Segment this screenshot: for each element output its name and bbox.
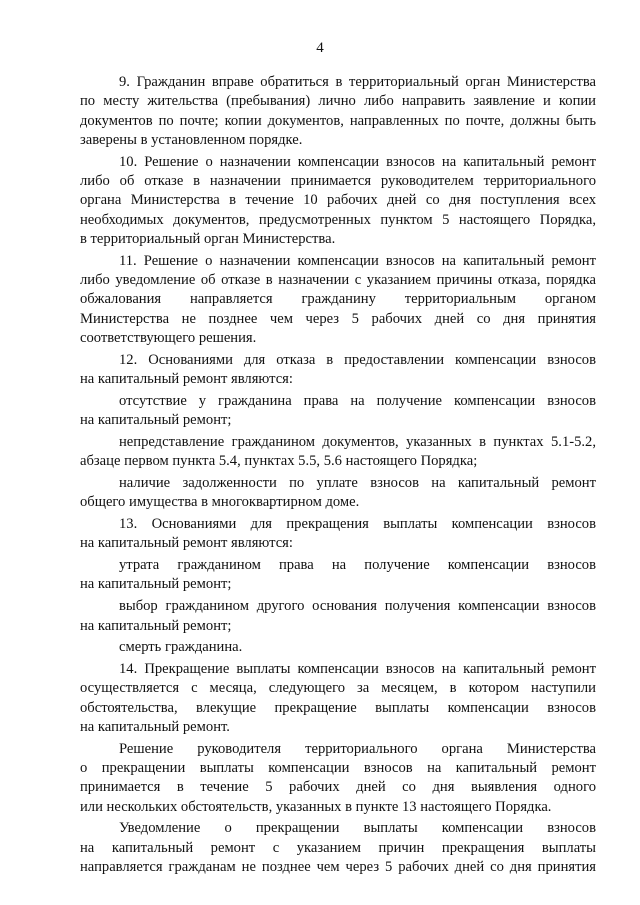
paragraph-p11 [80, 252, 596, 348]
text-line: на капитальный ремонт; [80, 576, 232, 593]
text-line: 11. Решение о назначении компенсации взносов на капитальный ремонт [119, 252, 596, 269]
paragraph-p12 [80, 351, 596, 390]
paragraph-p9 [80, 73, 596, 150]
text-line: обжалования направляется гражданину территориальным органом [80, 291, 596, 308]
paragraph-p14b [80, 819, 596, 877]
text-line: соответствующего решения. [80, 329, 257, 346]
text-line: органа Министерства в течение 10 рабочих дней со дня поступления всех [80, 192, 596, 209]
text-line: обстоятельства, влекущие прекращение выплаты компенсации взносов [80, 699, 596, 716]
paragraph-p14a [80, 740, 596, 817]
text-line: на капитальный ремонт являются: [80, 370, 293, 387]
text-line: по месту жительства (пребывания) лично либо направить заявление и копии [80, 93, 596, 110]
text-line: на капитальный ремонт; [80, 412, 232, 429]
text-line: 13. Основаниями для прекращения выплаты компенсации взносов [119, 516, 596, 533]
text-line: осуществляется с месяца, следующего за месяцем, в котором наступили [80, 680, 596, 697]
text-line: документов по почте; копии документов, направленных по почте, должны быть [80, 112, 596, 129]
text-line: необходимых документов, предусмотренных пунктом 5 настоящего Порядка, [80, 211, 596, 228]
text-line: 14. Прекращение выплаты компенсации взносов на капитальный ремонт [119, 661, 596, 678]
paragraph-p13c [80, 638, 596, 657]
text-line: на капитальный ремонт. [80, 719, 230, 735]
text-line: принимается в течение 5 рабочих дней со дня выявления одного [80, 779, 596, 796]
text-line: на капитальный ремонт с указанием причин прекращения выплаты [80, 839, 596, 856]
paragraph-p14 [80, 660, 596, 737]
text-line: утрата гражданином права на получение компенсации взносов [119, 557, 596, 574]
text-line: либо об отказе в назначении принимается руководителем территориального [80, 172, 596, 189]
text-line: на капитальный ремонт являются: [80, 535, 293, 552]
document-body [80, 73, 596, 880]
text-line: смерть гражданина. [119, 639, 243, 656]
paragraph-p13b [80, 597, 596, 636]
paragraph-p10 [80, 153, 596, 249]
text-line: на капитальный ремонт; [80, 617, 232, 634]
paragraph-p12a [80, 392, 596, 431]
text-line: либо уведомление об отказе в назначении с указанием причины отказа, порядка [80, 271, 596, 288]
text-line: направляется гражданам не позднее чем через 5 рабочих дней со дня принятия [80, 859, 596, 876]
text-line: заверены в установленном порядке. [80, 131, 303, 148]
text-line: абзаце первом пункта 5.4, пунктах 5.5, 5.6 настоящего Порядка; [80, 453, 478, 470]
text-line: Уведомление о прекращении выплаты компенсации взносов [119, 820, 596, 837]
paragraph-p12b [80, 433, 596, 472]
text-line: выбор гражданином другого основания получения компенсации взносов [119, 598, 596, 615]
text-line: наличие задолженности по уплате взносов на капитальный ремонт [119, 474, 596, 491]
paragraph-p12c [80, 474, 596, 513]
page-number: 4 [316, 40, 324, 56]
paragraph-p13 [80, 515, 596, 554]
text-line: общего имущества в многоквартирном доме. [80, 494, 360, 511]
text-line: 10. Решение о назначении компенсации взносов на капитальный ремонт [119, 153, 596, 170]
text-line: Министерства не позднее чем через 5 рабочих дней со дня принятия [80, 310, 596, 327]
text-line: 12. Основаниями для отказа в предоставлении компенсации взносов [119, 351, 596, 368]
text-line: о прекращении выплаты компенсации взносов на капитальный ремонт [80, 760, 596, 777]
paragraph-p13a [80, 556, 596, 595]
text-line: непредставление гражданином документов, указанных в пунктах 5.1-5.2, [119, 433, 596, 450]
text-line: или нескольких обстоятельств, указанных в пункте 13 настоящего Порядка. [80, 798, 552, 815]
text-line: 9. Гражданин вправе обратиться в территориальный орган Министерства [119, 74, 596, 90]
text-line: в территориальный орган Министерства. [80, 230, 336, 247]
text-line: отсутствие у гражданина права на получение компенсации взносов [119, 392, 596, 409]
text-line: Решение руководителя территориального органа Министерства [119, 740, 596, 757]
